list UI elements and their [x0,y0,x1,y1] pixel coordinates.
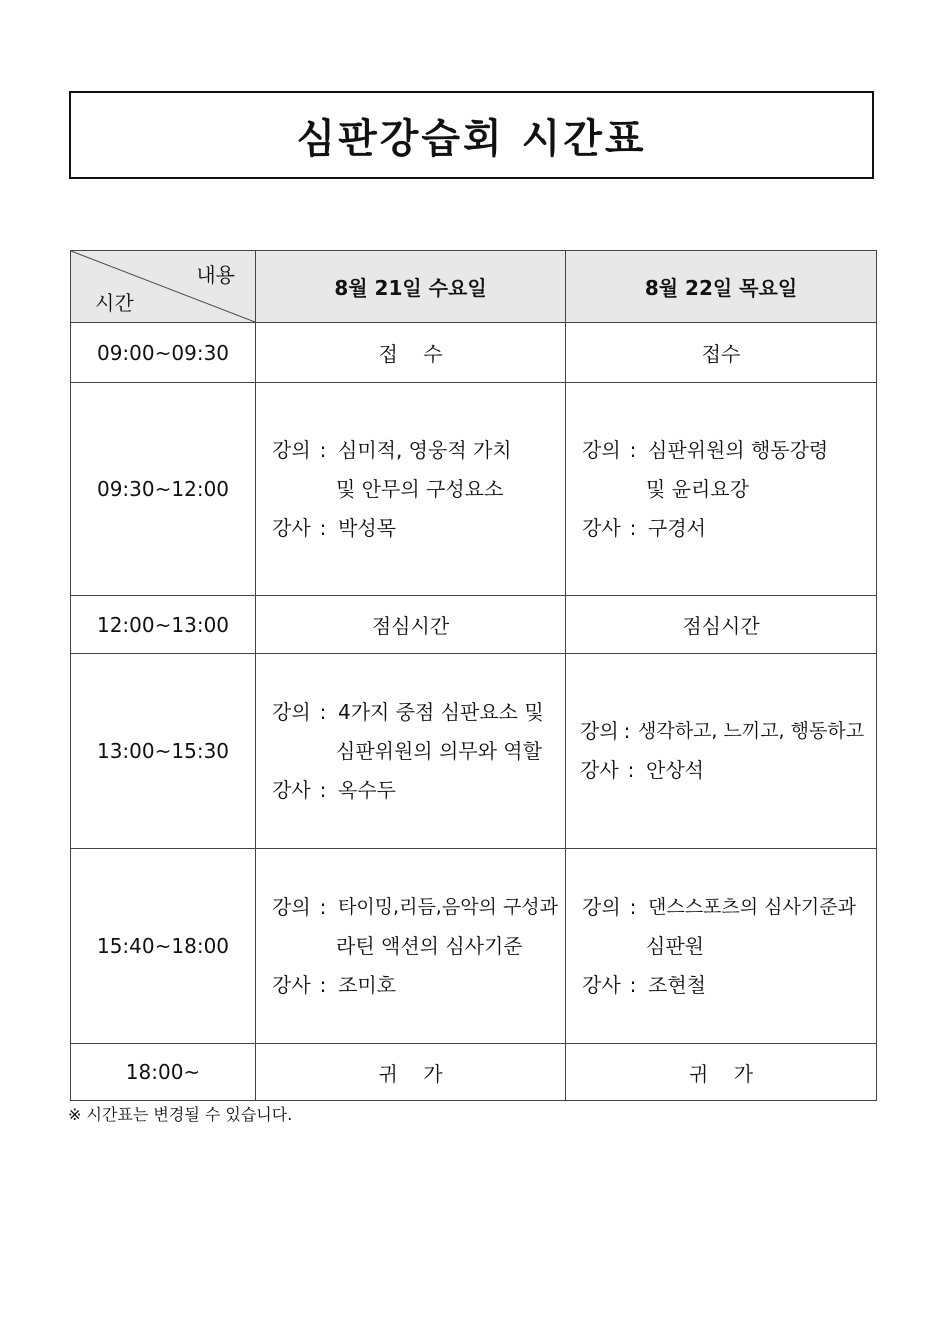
lecture-cell [256,654,566,849]
colon: : [627,758,635,782]
day1-header: 8월 21일 수요일 [256,251,566,323]
content-label: 내용 [196,263,235,287]
lecture-title-cont: 및 윤리요강 [646,476,749,501]
table-row [71,383,877,596]
lecturer-key: 강사 [582,515,621,540]
lunch-cell: 점심시간 [566,596,877,654]
lecture-title-cont: 심판원 [646,933,704,958]
lecture-key: 강의 [582,437,621,462]
page-title: 심판강습회 시간표 [296,115,647,162]
lecturer-key: 강사 [580,758,619,782]
diagonal-header-cell [71,251,256,323]
lecturer-name: 옥수두 [338,777,396,802]
lecture-title: 심미적, 영웅적 가치 [338,437,512,462]
lecture-title: 댄스스포츠의 심사기준과 [648,895,856,918]
colon: : [629,437,637,462]
lecture-cell [566,849,877,1044]
table-row [71,654,877,849]
colon: : [319,972,327,997]
colon: : [623,719,631,743]
header-row [71,251,877,323]
lecturer-name: 박성목 [338,515,396,540]
lecture-title-cont: 라틴 액션의 심사기준 [336,933,523,958]
time-cell: 18:00~ [71,1044,256,1101]
lecture-cell [566,654,877,849]
time-cell: 09:00~09:30 [71,323,256,383]
colon: : [629,972,637,997]
lecturer-key: 강사 [272,777,311,802]
lecturer-key: 강사 [272,515,311,540]
time-label: 시간 [95,291,134,315]
lecture-key: 강의 [582,894,621,919]
table-row [71,849,877,1044]
registration-cell: 접수 [566,323,877,383]
lecture-cell [256,849,566,1044]
lecture-title: 타이밍,리듬,음악의 구성과 [338,895,559,918]
table-row [71,1044,877,1101]
lecturer-name: 조미호 [338,972,396,997]
lecturer-key: 강사 [582,972,621,997]
lecturer-name: 조현철 [648,972,706,997]
lecture-key: 강의 [272,699,311,724]
colon: : [319,699,327,724]
footnote: ※ 시간표는 변경될 수 있습니다. [68,1105,293,1124]
lunch-cell: 점심시간 [256,596,566,654]
day2-header: 8월 22일 목요일 [566,251,877,323]
table-row [71,596,877,654]
return-cell: 귀 가 [256,1044,566,1101]
time-cell: 13:00~15:30 [71,654,256,849]
time-cell: 09:30~12:00 [71,383,256,596]
registration-cell: 접 수 [256,323,566,383]
lecture-title: 심판위원의 행동강령 [648,437,829,462]
lecture-key: 강의 [580,719,619,743]
lecture-cell [256,383,566,596]
colon: : [629,894,637,919]
lecture-title-cont: 및 안무의 구성요소 [336,476,504,501]
schedule-table [70,250,877,1101]
colon: : [319,437,327,462]
lecturer-name: 안상석 [646,758,704,782]
lecture-key: 강의 [272,894,311,919]
lecture-cell [566,383,877,596]
colon: : [319,894,327,919]
lecture-title: 생각하고, 느끼고, 행동하고 [638,720,865,742]
lecture-title-cont: 심판위원의 의무와 역할 [336,738,542,763]
colon: : [319,777,327,802]
time-cell: 12:00~13:00 [71,596,256,654]
lecture-key: 강의 [272,437,311,462]
lecturer-key: 강사 [272,972,311,997]
title-box [69,91,874,179]
lecturer-name: 구경서 [648,515,706,540]
table-row [71,323,877,383]
return-cell: 귀 가 [566,1044,877,1101]
colon: : [629,515,637,540]
time-cell: 15:40~18:00 [71,849,256,1044]
colon: : [319,515,327,540]
lecture-title: 4가지 중점 심판요소 및 [338,699,544,724]
